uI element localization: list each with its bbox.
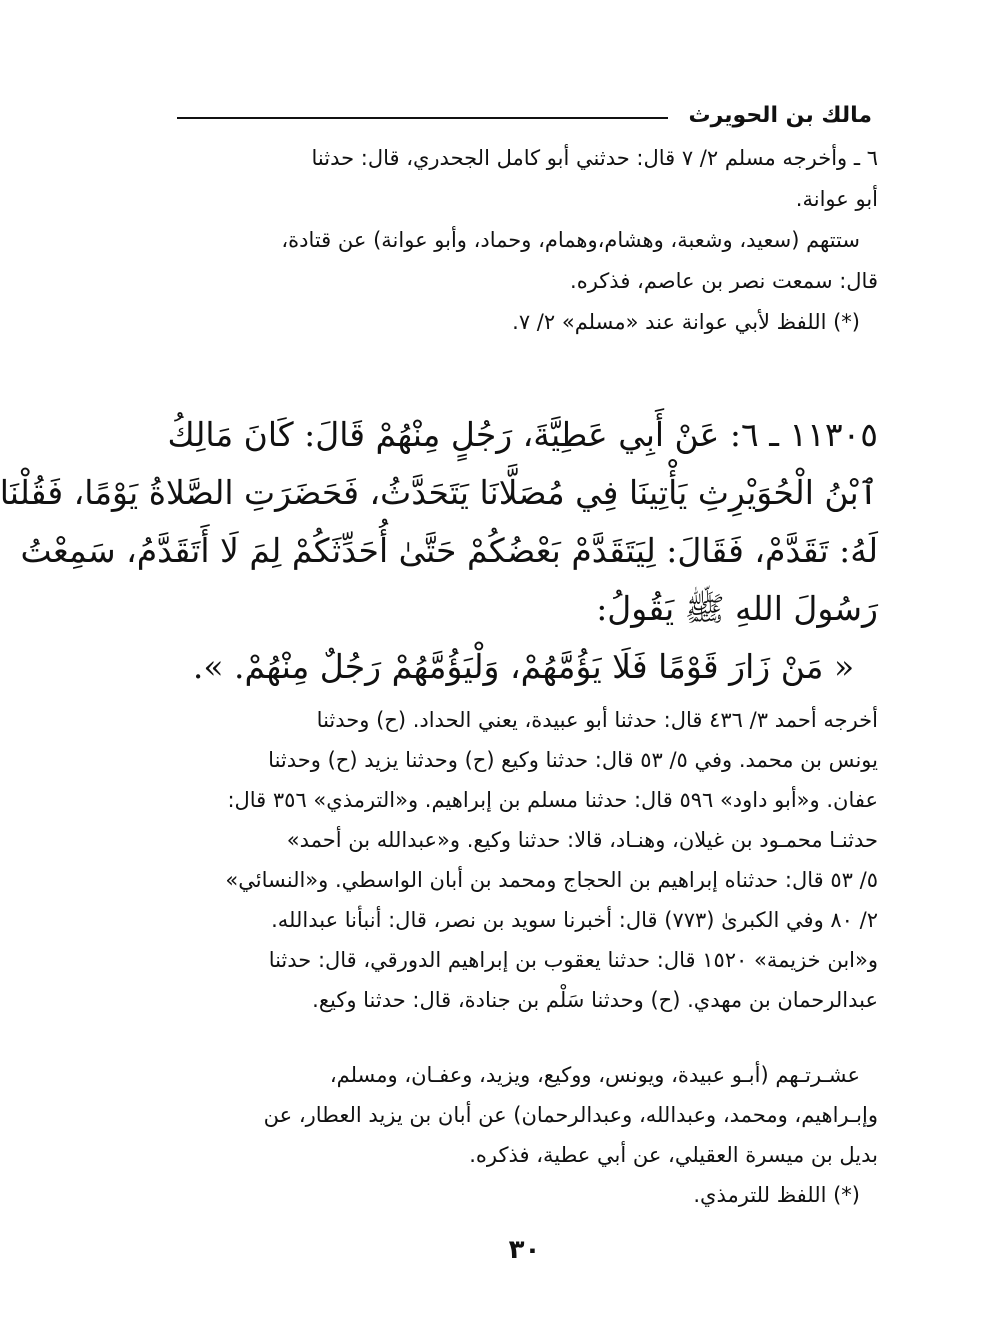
takhrij-line: ٥/ ٥٣ قال: حدثناه إبراهيم بن الحجاج ومحمد بن أبان الواسطي. و«النسائي» bbox=[225, 868, 878, 892]
takhrij-line: يونس بن محمد. وفي ٥/ ٥٣ قال: حدثنا وكيع (ح) وحدثنا يزيد (ح) وحدثنا bbox=[268, 748, 878, 772]
takhrij-line: حدثنـا محمـود بن غيلان، وهنـاد، قالا: حدثنا وكيع. و«عبدالله بن أحمد» bbox=[286, 828, 878, 852]
header-title: مالك بن الحويرث bbox=[688, 102, 872, 128]
note-line: ستتهم (سعيد، وشعبة، وهشام،وهمام، وحماد، وأبو عوانة) عن قتادة، bbox=[281, 228, 860, 252]
takhrij-line: و«ابن خزيمة» ١٥٢٠ قال: حدثنا يعقوب بن إبراهيم الدورقي، قال: حدثنا bbox=[268, 948, 878, 972]
hadith-quote: « مَنْ زَارَ قَوْمًا فَلَا يَؤُمَّهُمْ، وَلْيَؤُمَّهُمْ رَجُلٌ مِنْهُمْ. ». bbox=[192, 647, 855, 686]
hadith-line: ١١٣٠٥ ـ ٦: عَنْ أَبِي عَطِيَّةَ، رَجُلٍ مِنْهُمْ قَالَ: كَانَ مَالِكُ bbox=[167, 415, 878, 454]
note-line: ٦ ـ وأخرجه مسلم ٢/ ٧ قال: حدثني أبو كامل الجحدري، قال: حدثنا bbox=[311, 146, 878, 170]
summary-line: وإبـراهيم، ومحمد، وعبدالله، وعبدالرحمان) عن أبان بن يزيد العطار، عن bbox=[263, 1103, 878, 1127]
note-line: أبو عوانة. bbox=[795, 187, 878, 211]
top-notes bbox=[169, 138, 878, 343]
takhrij-section bbox=[169, 700, 878, 1020]
note-line: قال: سمعت نصر بن عاصم، فذكره. bbox=[570, 269, 878, 293]
header-rule bbox=[177, 117, 668, 119]
hadith-text bbox=[0, 406, 878, 696]
takhrij-line: ٢/ ٨٠ وفي الكبرىٰ (٧٧٣) قال: أخبرنا سويد بن نصر، قال: أنبأنا عبدالله. bbox=[271, 908, 878, 932]
summary-section bbox=[169, 1055, 878, 1215]
summary-line: بديل بن ميسرة العقيلي، عن أبي عطية، فذكره. bbox=[469, 1143, 878, 1167]
hadith-line: رَسُولَ اللهِ ﷺ يَقُولُ: bbox=[596, 589, 878, 628]
page-number: ٣٠ bbox=[508, 1235, 541, 1265]
summary-line: عشـرتـهم (أبـو عبيدة، ويونس، ووكيع، ويزيد، وعفـان، ومسلم، bbox=[329, 1063, 860, 1087]
takhrij-line: أخرجه أحمد ٣/ ٤٣٦ قال: حدثنا أبو عبيدة، يعني الحداد. (ح) وحدثنا bbox=[316, 708, 878, 732]
takhrij-line: عفان. و«أبو داود» ٥٩٦ قال: حدثنا مسلم بن إبراهيم. و«الترمذي» ٣٥٦ قال: bbox=[227, 788, 878, 812]
note-line: (*) اللفظ لأبي عوانة عند «مسلم» ٢/ ٧. bbox=[512, 310, 860, 334]
takhrij-line: عبدالرحمان بن مهدي. (ح) وحدثنا سَلْم بن جنادة، قال: حدثنا وكيع. bbox=[312, 988, 878, 1012]
hadith-line: لَهُ: تَقَدَّمْ، فَقَالَ: لِيَتَقَدَّمْ بَعْضُكُمْ حَتَّىٰ أُحَدِّثَكُمْ لِمَ لَا أَتَقَدَّمُ، سَمِعْتُ bbox=[20, 531, 878, 570]
hadith-line: ٱبْنُ الْحُوَيْرِثِ يَأْتِينَا فِي مُصَلَّانَا يَتَحَدَّثُ، فَحَضَرَتِ الصَّلاةُ يَوْمًا، فَقُلْنَا bbox=[0, 473, 878, 512]
summary-line: (*) اللفظ للترمذي. bbox=[693, 1183, 860, 1207]
running-header bbox=[177, 100, 872, 130]
